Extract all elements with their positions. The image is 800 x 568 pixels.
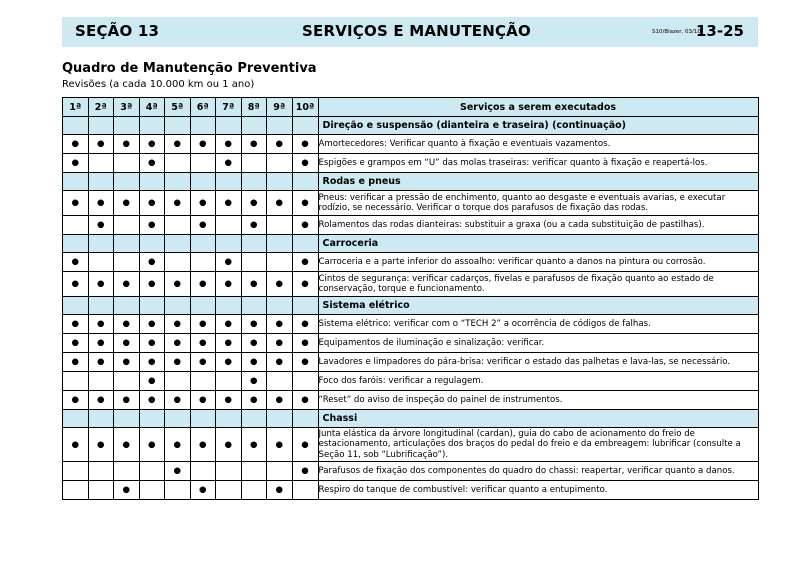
empty-mark-cell (165, 481, 191, 500)
category-empty-cell (139, 117, 165, 135)
bullet-mark: ● (139, 372, 165, 391)
bullet-mark: ● (165, 272, 191, 297)
bullet-mark: ● (63, 391, 89, 410)
empty-mark-cell (114, 216, 140, 235)
category-empty-cell (88, 173, 114, 191)
bullet-mark: ● (88, 315, 114, 334)
bullet-mark: ● (114, 353, 140, 372)
category-empty-cell (241, 235, 267, 253)
category-empty-cell (114, 117, 140, 135)
empty-mark-cell (88, 481, 114, 500)
empty-mark-cell (267, 253, 293, 272)
empty-mark-cell (216, 372, 242, 391)
service-description: “Reset” do aviso de inspeção do painel de instrumentos. (318, 391, 758, 410)
section-title: SERVIÇOS E MANUTENÇÃO (302, 22, 531, 40)
category-empty-cell (139, 173, 165, 191)
empty-mark-cell (267, 216, 293, 235)
empty-mark-cell (114, 154, 140, 173)
bullet-mark: ● (63, 135, 89, 154)
bullet-mark: ● (267, 135, 293, 154)
bullet-mark: ● (190, 334, 216, 353)
category-empty-cell (63, 173, 89, 191)
table-row (63, 353, 759, 372)
revision-column-header: 10ª (292, 98, 318, 117)
bullet-mark: ● (267, 353, 293, 372)
category-empty-cell (190, 297, 216, 315)
table-row (63, 315, 759, 334)
revision-column-header: 3ª (114, 98, 140, 117)
category-empty-cell (216, 173, 242, 191)
bullet-mark: ● (241, 353, 267, 372)
empty-mark-cell (216, 216, 242, 235)
bullet-mark: ● (216, 315, 242, 334)
empty-mark-cell (63, 216, 89, 235)
category-row (63, 117, 759, 135)
service-description: Respiro do tanque de combustível: verificar quanto a entupimento. (318, 481, 758, 500)
bullet-mark: ● (267, 428, 293, 462)
empty-mark-cell (114, 462, 140, 481)
model-reference: S10/Blazer, 03/10 (652, 29, 701, 35)
bullet-mark: ● (241, 334, 267, 353)
category-empty-cell (267, 410, 293, 428)
empty-mark-cell (165, 253, 191, 272)
bullet-mark: ● (114, 191, 140, 216)
empty-mark-cell (190, 372, 216, 391)
service-description: Lavadores e limpadores do pára-brisa: verificar o estado das palhetas e lava-las, se necessário. (318, 353, 758, 372)
table-row (63, 272, 759, 297)
category-empty-cell (241, 173, 267, 191)
table-row (63, 372, 759, 391)
bullet-mark: ● (114, 272, 140, 297)
empty-mark-cell (241, 462, 267, 481)
bullet-mark: ● (190, 353, 216, 372)
table-row (63, 135, 759, 154)
bullet-mark: ● (292, 334, 318, 353)
bullet-mark: ● (165, 353, 191, 372)
service-description: Sistema elétrico: verificar com o “TECH 2” a ocorrência de códigos de falhas. (318, 315, 758, 334)
section-number: SEÇÃO 13 (75, 22, 160, 40)
category-empty-cell (139, 235, 165, 253)
category-empty-cell (292, 410, 318, 428)
empty-mark-cell (63, 372, 89, 391)
category-empty-cell (241, 297, 267, 315)
category-empty-cell (114, 173, 140, 191)
empty-mark-cell (165, 216, 191, 235)
bullet-mark: ● (241, 135, 267, 154)
category-empty-cell (114, 235, 140, 253)
category-empty-cell (165, 235, 191, 253)
service-description: Pneus: verificar a pressão de enchimento, quanto ao desgaste e eventuais avarias, e executar rodízio, se necessário. Verificar o torque dos parafusos de fixação das rodas. (318, 191, 758, 216)
category-empty-cell (292, 235, 318, 253)
maintenance-table (62, 97, 759, 500)
bullet-mark: ● (292, 315, 318, 334)
bullet-mark: ● (139, 272, 165, 297)
category-row (63, 297, 759, 315)
empty-mark-cell (190, 253, 216, 272)
revision-column-header: 9ª (267, 98, 293, 117)
bullet-mark: ● (292, 428, 318, 462)
document-title: Quadro de Manutenção Preventiva (62, 61, 317, 76)
bullet-mark: ● (88, 428, 114, 462)
empty-mark-cell (216, 462, 242, 481)
bullet-mark: ● (216, 353, 242, 372)
bullet-mark: ● (292, 216, 318, 235)
bullet-mark: ● (292, 154, 318, 173)
bullet-mark: ● (292, 135, 318, 154)
table-row (63, 253, 759, 272)
bullet-mark: ● (165, 135, 191, 154)
category-empty-cell (114, 297, 140, 315)
category-empty-cell (63, 297, 89, 315)
service-description: Foco dos faróis: verificar a regulagem. (318, 372, 758, 391)
bullet-mark: ● (190, 216, 216, 235)
bullet-mark: ● (216, 391, 242, 410)
revision-column-header: 2ª (88, 98, 114, 117)
bullet-mark: ● (114, 391, 140, 410)
bullet-mark: ● (114, 428, 140, 462)
bullet-mark: ● (63, 315, 89, 334)
bullet-mark: ● (63, 272, 89, 297)
category-empty-cell (63, 117, 89, 135)
bullet-mark: ● (292, 353, 318, 372)
empty-mark-cell (139, 462, 165, 481)
bullet-mark: ● (216, 334, 242, 353)
bullet-mark: ● (216, 135, 242, 154)
revision-column-header: 4ª (139, 98, 165, 117)
category-label: Sistema elétrico (318, 297, 758, 315)
bullet-mark: ● (88, 391, 114, 410)
empty-mark-cell (88, 253, 114, 272)
service-description: Rolamentos das rodas dianteiras: substituir a graxa (ou a cada substituição de pastilhas). (318, 216, 758, 235)
category-empty-cell (63, 410, 89, 428)
service-description: Parafusos de fixação dos componentes do quadro do chassi: reapertar, verificar quanto a danos. (318, 462, 758, 481)
table-row (63, 216, 759, 235)
category-empty-cell (267, 297, 293, 315)
bullet-mark: ● (190, 191, 216, 216)
bullet-mark: ● (216, 154, 242, 173)
category-row (63, 235, 759, 253)
category-empty-cell (292, 297, 318, 315)
bullet-mark: ● (216, 253, 242, 272)
revision-column-header: 7ª (216, 98, 242, 117)
category-empty-cell (216, 410, 242, 428)
category-empty-cell (165, 410, 191, 428)
category-empty-cell (190, 173, 216, 191)
services-column-header: Serviços a serem executados (318, 98, 758, 117)
bullet-mark: ● (63, 253, 89, 272)
bullet-mark: ● (139, 334, 165, 353)
bullet-mark: ● (241, 191, 267, 216)
bullet-mark: ● (88, 191, 114, 216)
empty-mark-cell (190, 462, 216, 481)
empty-mark-cell (114, 372, 140, 391)
table-header-row (63, 98, 759, 117)
category-empty-cell (267, 173, 293, 191)
bullet-mark: ● (292, 462, 318, 481)
bullet-mark: ● (63, 154, 89, 173)
category-empty-cell (292, 117, 318, 135)
category-empty-cell (216, 117, 242, 135)
category-empty-cell (165, 117, 191, 135)
bullet-mark: ● (241, 216, 267, 235)
empty-mark-cell (241, 154, 267, 173)
category-empty-cell (139, 297, 165, 315)
empty-mark-cell (63, 462, 89, 481)
category-empty-cell (241, 117, 267, 135)
category-empty-cell (165, 173, 191, 191)
bullet-mark: ● (114, 334, 140, 353)
table-row (63, 428, 759, 462)
empty-mark-cell (88, 372, 114, 391)
service-description: Equipamentos de iluminação e sinalização: verificar. (318, 334, 758, 353)
bullet-mark: ● (190, 391, 216, 410)
bullet-mark: ● (292, 391, 318, 410)
bullet-mark: ● (190, 428, 216, 462)
bullet-mark: ● (114, 481, 140, 500)
bullet-mark: ● (190, 135, 216, 154)
service-description: Amortecedores: Verificar quanto à fixação e eventuais vazamentos. (318, 135, 758, 154)
bullet-mark: ● (190, 481, 216, 500)
category-empty-cell (88, 410, 114, 428)
revision-column-header: 8ª (241, 98, 267, 117)
bullet-mark: ● (267, 391, 293, 410)
bullet-mark: ● (241, 372, 267, 391)
category-empty-cell (114, 410, 140, 428)
bullet-mark: ● (292, 272, 318, 297)
table-row (63, 462, 759, 481)
bullet-mark: ● (139, 135, 165, 154)
bullet-mark: ● (216, 428, 242, 462)
empty-mark-cell (267, 462, 293, 481)
category-empty-cell (292, 173, 318, 191)
bullet-mark: ● (292, 191, 318, 216)
empty-mark-cell (190, 154, 216, 173)
bullet-mark: ● (216, 191, 242, 216)
bullet-mark: ● (139, 353, 165, 372)
bullet-mark: ● (241, 428, 267, 462)
revision-column-header: 5ª (165, 98, 191, 117)
bullet-mark: ● (165, 462, 191, 481)
service-description: Cintos de segurança: verificar cadarços, fivelas e parafusos de fixação quanto ao estado de conservação, torque e funcionamento. (318, 272, 758, 297)
empty-mark-cell (292, 481, 318, 500)
category-empty-cell (165, 297, 191, 315)
category-empty-cell (190, 117, 216, 135)
bullet-mark: ● (63, 191, 89, 216)
bullet-mark: ● (190, 272, 216, 297)
service-description: Carroceria e a parte inferior do assoalho: verificar quanto a danos na pintura ou corrosão. (318, 253, 758, 272)
bullet-mark: ● (139, 216, 165, 235)
bullet-mark: ● (267, 272, 293, 297)
document-subtitle: Revisões (a cada 10.000 km ou 1 ano) (62, 79, 255, 90)
page-header (62, 17, 758, 47)
bullet-mark: ● (114, 315, 140, 334)
empty-mark-cell (241, 253, 267, 272)
category-empty-cell (241, 410, 267, 428)
category-empty-cell (190, 235, 216, 253)
bullet-mark: ● (241, 391, 267, 410)
bullet-mark: ● (165, 334, 191, 353)
table-body (63, 117, 759, 500)
bullet-mark: ● (216, 272, 242, 297)
empty-mark-cell (63, 481, 89, 500)
category-label: Direção e suspensão (dianteira e traseira) (continuação) (318, 117, 758, 135)
bullet-mark: ● (292, 253, 318, 272)
bullet-mark: ● (139, 191, 165, 216)
bullet-mark: ● (165, 391, 191, 410)
bullet-mark: ● (190, 315, 216, 334)
bullet-mark: ● (139, 391, 165, 410)
bullet-mark: ● (88, 272, 114, 297)
bullet-mark: ● (267, 191, 293, 216)
bullet-mark: ● (139, 428, 165, 462)
table-row (63, 191, 759, 216)
service-description: Junta elástica da árvore longitudinal (cardan), guia do cabo de acionamento do freio de estacionamento, articulações dos braços do pedal do freio e da embreagem: lubrificar (consulte a Seção 11, sob “Lubrificação”). (318, 428, 758, 462)
bullet-mark: ● (267, 481, 293, 500)
empty-mark-cell (267, 372, 293, 391)
bullet-mark: ● (139, 253, 165, 272)
bullet-mark: ● (139, 315, 165, 334)
empty-mark-cell (216, 481, 242, 500)
empty-mark-cell (241, 481, 267, 500)
empty-mark-cell (114, 253, 140, 272)
bullet-mark: ● (241, 272, 267, 297)
empty-mark-cell (88, 154, 114, 173)
bullet-mark: ● (114, 135, 140, 154)
page-number: 13-25 (696, 22, 744, 40)
bullet-mark: ● (63, 428, 89, 462)
empty-mark-cell (165, 372, 191, 391)
category-empty-cell (88, 117, 114, 135)
bullet-mark: ● (165, 191, 191, 216)
bullet-mark: ● (165, 315, 191, 334)
category-row (63, 173, 759, 191)
empty-mark-cell (292, 372, 318, 391)
empty-mark-cell (165, 154, 191, 173)
category-empty-cell (88, 235, 114, 253)
revision-column-header: 6ª (190, 98, 216, 117)
bullet-mark: ● (88, 353, 114, 372)
service-description: Espigões e grampos em “U” das molas traseiras: verificar quanto à fixação e reapertá-los. (318, 154, 758, 173)
table-row (63, 391, 759, 410)
bullet-mark: ● (88, 135, 114, 154)
category-empty-cell (63, 235, 89, 253)
category-empty-cell (267, 117, 293, 135)
category-row (63, 410, 759, 428)
bullet-mark: ● (165, 428, 191, 462)
empty-mark-cell (139, 481, 165, 500)
category-empty-cell (190, 410, 216, 428)
table-row (63, 334, 759, 353)
bullet-mark: ● (63, 353, 89, 372)
empty-mark-cell (88, 462, 114, 481)
bullet-mark: ● (139, 154, 165, 173)
bullet-mark: ● (88, 216, 114, 235)
table-row (63, 481, 759, 500)
bullet-mark: ● (267, 334, 293, 353)
table-row (63, 154, 759, 173)
category-empty-cell (139, 410, 165, 428)
category-label: Rodas e pneus (318, 173, 758, 191)
category-label: Chassi (318, 410, 758, 428)
bullet-mark: ● (267, 315, 293, 334)
bullet-mark: ● (88, 334, 114, 353)
empty-mark-cell (267, 154, 293, 173)
category-empty-cell (216, 297, 242, 315)
category-label: Carroceria (318, 235, 758, 253)
bullet-mark: ● (63, 334, 89, 353)
category-empty-cell (88, 297, 114, 315)
category-empty-cell (216, 235, 242, 253)
category-empty-cell (267, 235, 293, 253)
revision-column-header: 1ª (63, 98, 89, 117)
bullet-mark: ● (241, 315, 267, 334)
